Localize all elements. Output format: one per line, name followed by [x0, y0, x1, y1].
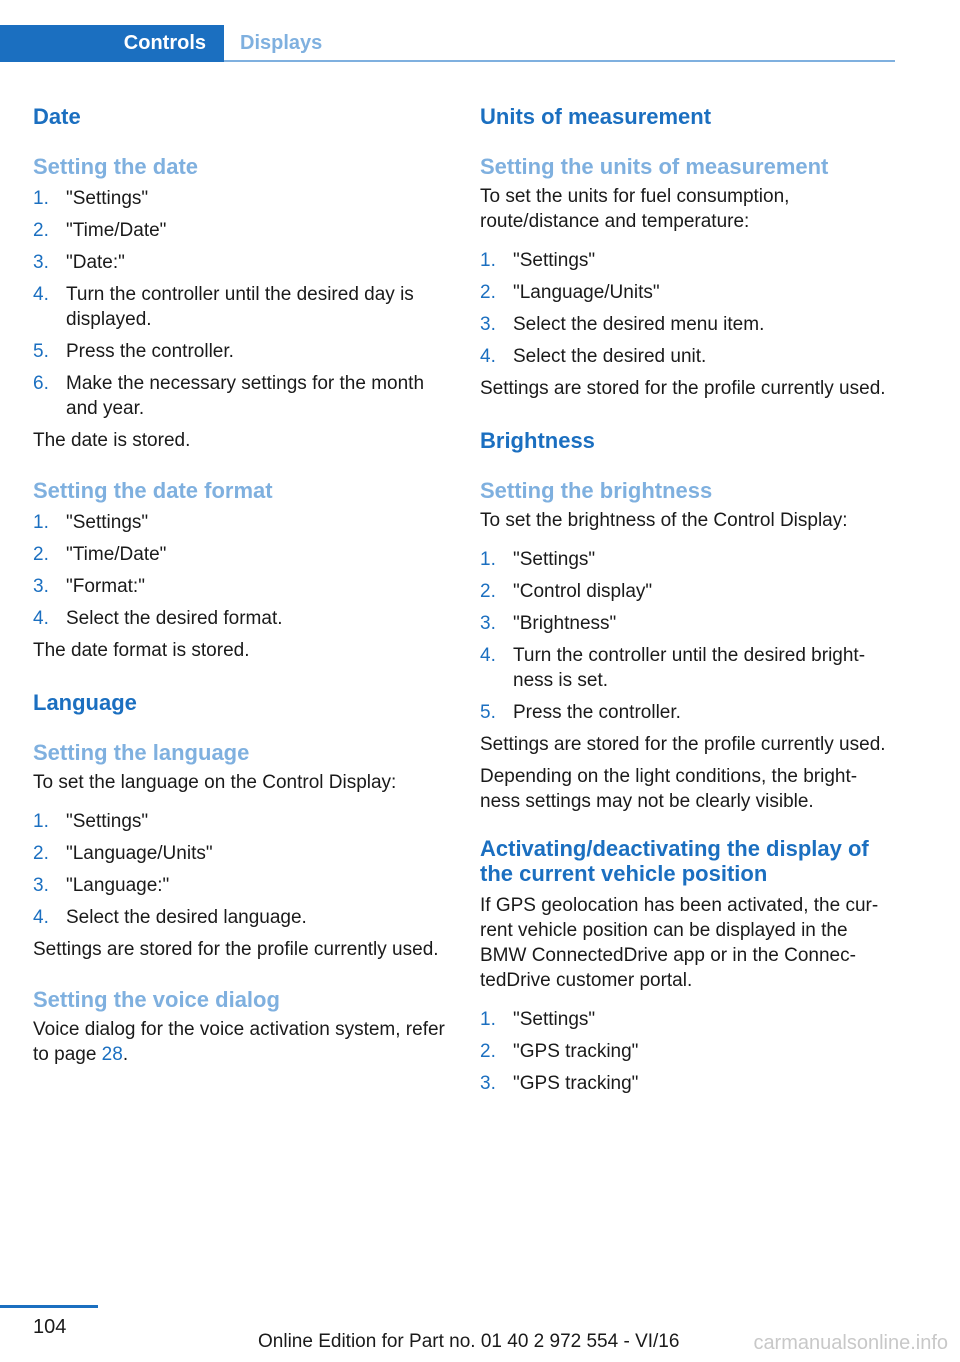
list-item: 2. "Language/Units" [480, 282, 660, 303]
brightness-note: Depending on the light conditions, the bright‐ness settings may not be clearly visible. [480, 766, 858, 812]
heading-brightness: Brightness [480, 428, 595, 453]
list-item: 4. Select the desired unit. [480, 346, 707, 367]
gps-intro: If GPS geolocation has been activated, the cur‐rent vehicle position can be displayed in the BMW ConnectedDrive app or in the Connec‐tedDrive customer portal. [480, 895, 879, 991]
list-item: 2. "Time/Date" [33, 544, 167, 565]
heading-voice-dialog: Setting the voice dialog [33, 987, 280, 1012]
heading-setting-units: Setting the units of measurement [480, 154, 829, 179]
heading-setting-language: Setting the language [33, 740, 250, 765]
heading-date-format: Setting the date format [33, 478, 273, 503]
heading-gps-display: Activating/deactivating the display of the current vehicle position [480, 836, 869, 886]
language-stored-text: Settings are stored for the profile currently used. [33, 939, 439, 960]
date-stored-text: The date is stored. [33, 430, 191, 451]
list-item: 4. Turn the controller until the desired day is displayed. [33, 284, 414, 330]
page-link[interactable]: 28 [101, 1044, 123, 1065]
tab-divider [224, 60, 895, 62]
footer-rule [0, 1305, 98, 1308]
heading-setting-date: Setting the date [33, 154, 199, 179]
right-column [480, 100, 895, 1103]
list-language [33, 809, 448, 930]
list-item: 2. "Time/Date" [33, 220, 167, 241]
heading-units: Units of measurement [480, 104, 712, 129]
language-intro: To set the language on the Control Display: [33, 772, 397, 793]
list-units [480, 248, 895, 369]
left-column [33, 100, 448, 1067]
list-item: 6. Make the necessary settings for the month and year. [33, 373, 425, 419]
units-stored-text: Settings are stored for the profile currently used. [480, 378, 886, 399]
tab-controls-label: Controls [123, 32, 206, 54]
list-item: 3. "Language:" [33, 875, 170, 896]
units-intro: To set the units for fuel consumption, route/distance and temperature: [480, 186, 790, 232]
list-item: 4. Select the desired language. [33, 907, 307, 928]
brightness-stored-text: Settings are stored for the profile currently used. [480, 734, 886, 755]
edition-text: Online Edition for Part no. 01 40 2 972 554 - VI/16 [258, 1331, 680, 1352]
list-item: 2. "Control display" [480, 581, 653, 602]
list-item: 3. "Brightness" [480, 613, 617, 634]
tab-bar [0, 0, 895, 62]
list-date-format [33, 510, 448, 631]
heading-language: Language [33, 690, 137, 715]
list-item: 2. "GPS tracking" [480, 1041, 639, 1062]
list-gps [480, 1007, 895, 1096]
list-item: 3. "GPS tracking" [480, 1073, 639, 1094]
list-item: 1. "Settings" [33, 512, 149, 533]
voice-dialog-text: Voice dialog for the voice activation system, refer to page 28. [33, 1019, 445, 1065]
list-item: 3. "Format:" [33, 576, 145, 597]
list-item: 1. "Settings" [33, 188, 149, 209]
brightness-intro: To set the brightness of the Control Display: [480, 510, 848, 531]
list-item: 5. Press the controller. [480, 702, 681, 723]
tab-controls[interactable] [0, 25, 224, 62]
heading-setting-brightness: Setting the brightness [480, 478, 713, 503]
list-brightness [480, 547, 895, 725]
list-set-date [33, 186, 448, 421]
list-item: 3. "Date:" [33, 252, 125, 273]
list-item: 1. "Settings" [33, 811, 149, 832]
page-number: 104 [33, 1316, 67, 1338]
date-format-stored-text: The date format is stored. [33, 640, 250, 661]
list-item: 1. "Settings" [480, 250, 596, 271]
list-item: 4. Select the desired format. [33, 608, 283, 629]
list-item: 5. Press the controller. [33, 341, 234, 362]
tab-displays[interactable] [240, 25, 322, 62]
list-item: 1. "Settings" [480, 549, 596, 570]
list-item: 3. Select the desired menu item. [480, 314, 765, 335]
list-item: 1. "Settings" [480, 1009, 596, 1030]
watermark: carmanualsonline.info [753, 1332, 948, 1354]
tab-displays-label: Displays [240, 32, 323, 54]
list-item: 2. "Language/Units" [33, 843, 213, 864]
list-item: 4. Turn the controller until the desired bright‐ness is set. [480, 645, 866, 691]
heading-date: Date [33, 104, 81, 129]
